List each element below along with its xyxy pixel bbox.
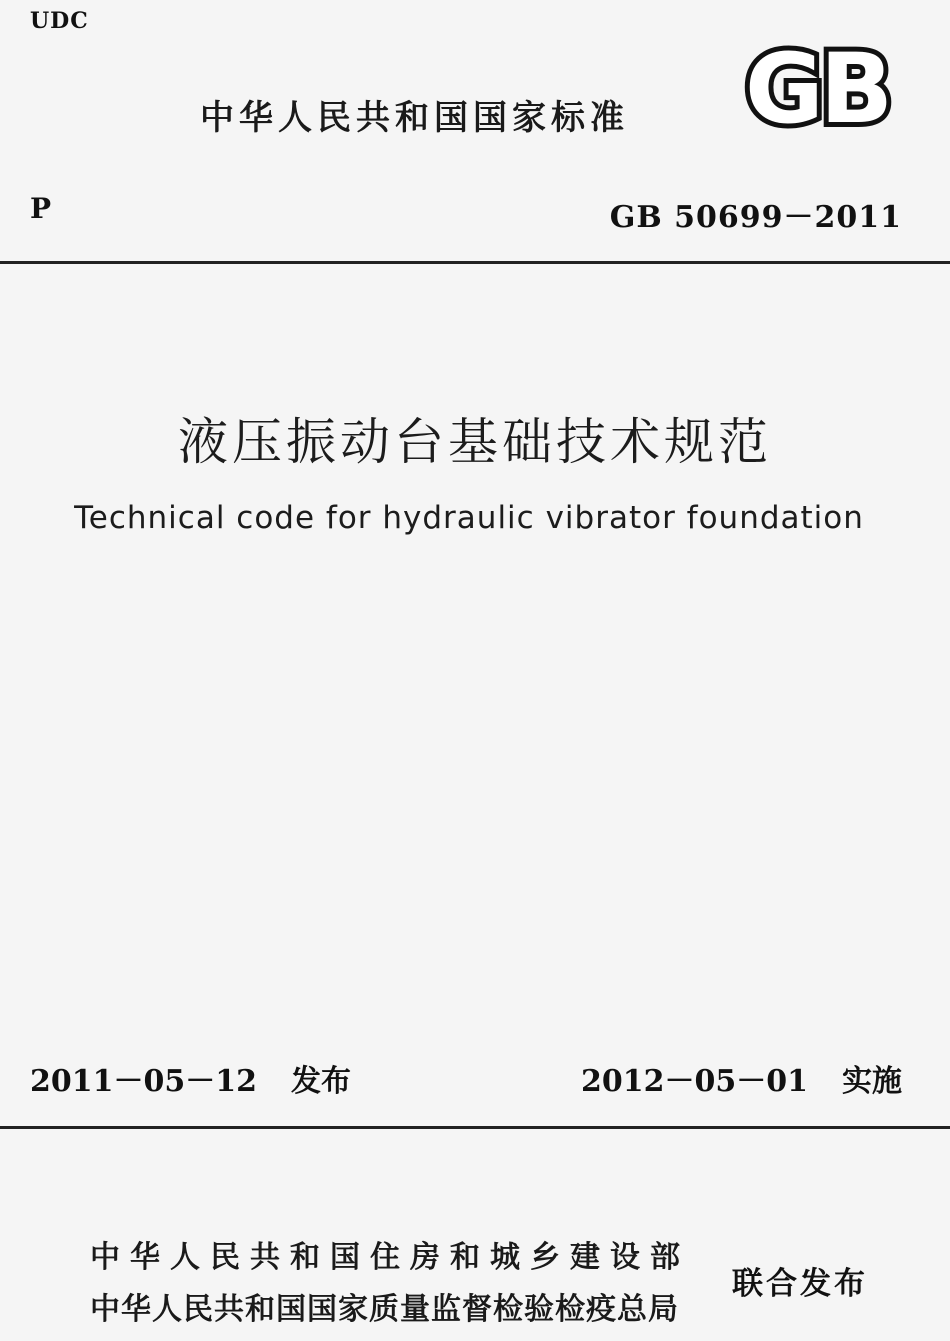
national-standard-heading: 中华人民共和国国家标准 [200, 98, 629, 138]
bottom-divider [0, 1126, 950, 1129]
issue-date: 2011－05－12 [30, 1064, 257, 1099]
gb-logo [728, 40, 906, 134]
implementation-date-row [581, 1056, 902, 1100]
gb-logo-text: GB [745, 40, 889, 134]
udc-label: UDC [30, 8, 89, 34]
standard-number: GB 50699－2011 [609, 200, 902, 235]
joint-issue-label: 联合发布 [732, 1266, 868, 1302]
title-english: Technical code for hydraulic vibrator foundation [74, 500, 864, 536]
title-chinese: 液压振动台基础技术规范 [178, 413, 772, 471]
issue-date-row [30, 1056, 351, 1100]
authority-aqsiq: 中华人民共和国国家质量监督检验检疫总局 [90, 1292, 679, 1327]
top-divider [0, 261, 950, 264]
category-code: P [30, 192, 52, 225]
implementation-label: 实施 [842, 1064, 902, 1099]
implementation-date: 2012－05－01 [581, 1064, 808, 1099]
issue-label: 发布 [291, 1064, 351, 1099]
issuing-authorities [90, 1232, 690, 1336]
authority-ministry-housing: 中华人民共和国住房和城乡建设部 [90, 1240, 690, 1275]
